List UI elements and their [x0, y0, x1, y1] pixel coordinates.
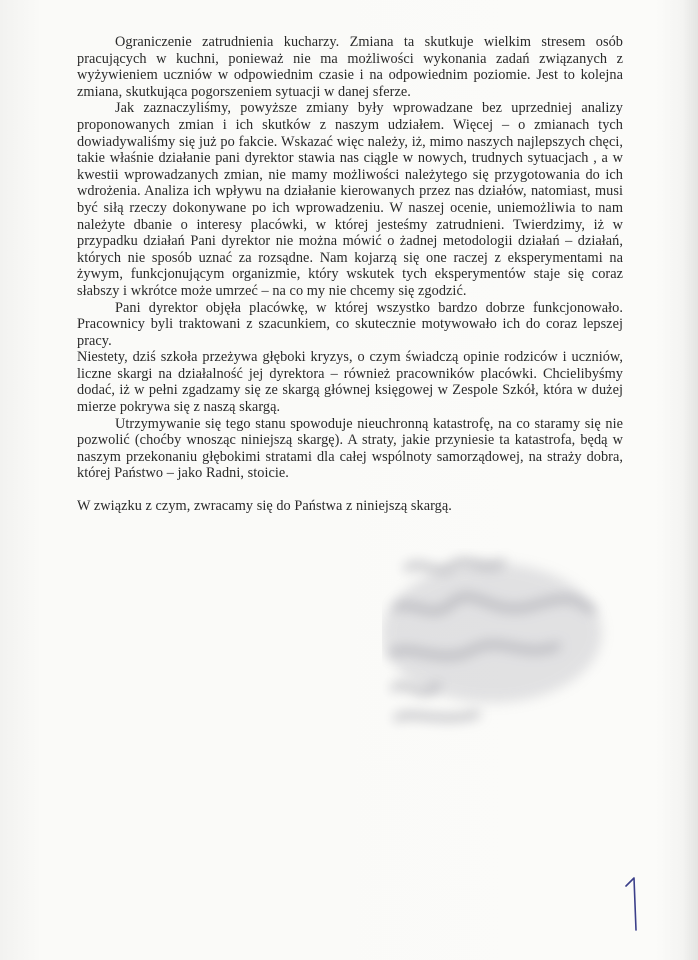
paragraph-changes-analysis: Jak zaznaczyliśmy, powyższe zmiany były wprowadzane bez uprzedniej analizy proponowanych zmian i ich skutków z naszym udziałem. Więcej – o zmianach tych dowiadywaliśmy się już po fakcie. Wskazać więc należy, iż, mimo naszych najlepszych chęci, takie właśnie działanie pani dyrektor stawia nas ciągle w nowych, trudnych sytuacjach , a w kwestii wprowadzanych zmian, nie mamy możliwości należytego się przygotowania do ich wdrożenia. Analiza ich wpływu na działanie kierowanych przez nas działów, natomiast, musi być siłą rzeczy dokonywane po ich wprowadzeniu. W naszej ocenie, uniemożliwia to nam należyte dbanie o interesy placówki, w której jesteśmy zatrudnieni. Twierdzimy, iż w przypadku działań Pani dyrektor nie można mówić o żadnej metodologii działań – działań, których nie sposób uznać za rozsądne. Nam kojarzą się one raczej z eksperymentami na żywym, funkcjonującym organizmie, który wskutek tych eksperymentów staje się coraz słabszy i wkrótce może umrzeć – na co my nie chcemy się zgodzić.	[77, 100, 623, 299]
closing-sentence: W związku z czym, zwracamy się do Państwa z niniejszą skargą.	[77, 498, 452, 515]
page-edge-shadow	[682, 0, 698, 960]
handwritten-page-number	[620, 876, 644, 932]
blurred-signatures	[382, 548, 622, 738]
paragraph-director-took-over: Pani dyrektor objęła placówkę, w której wszystko bardzo dobrze funkcjonowało. Pracownicy byli traktowani z szacunkiem, co skutecznie motywowało ich do coraz lepszej pracy.	[77, 299, 623, 349]
paragraph-catastrophe: Utrzymywanie się tego stanu spowoduje nieuchronną katastrofę, na co staramy się nie pozwolić (choćby wnosząc niniejszą skargę). A straty, jakie przyniesie ta katastrofa, będą w naszym przekonaniu głębokimi stratami dla całej wspólnoty samorządowej, na straży dobra, której Państwo – jako Radni, stoicie.	[77, 415, 623, 482]
document-body	[77, 34, 623, 515]
paragraph-school-crisis: Niestety, dziś szkoła przeżywa głęboki kryzys, o czym świadczą opinie rodziców i uczniów, liczne skargi na działalność jej dyrektora – również pracowników placówki. Chcielibyśmy dodać, iż w pełni zgadzamy się ze skargą głównej księgowej w Zespole Szkół, która w dużej mierze pokrywa się z naszą skargą.	[77, 349, 623, 416]
paragraph-kitchen-staff: Ograniczenie zatrudnienia kucharzy. Zmiana ta skutkuje wielkim stresem osób pracujących w kuchni, ponieważ nie ma możliwości wykonania zadań związanych z wyżywieniem uczniów w odpowiednim czasie i na odpowiednim poziomie. Jest to kolejna zmiana, skutkująca pogorszeniem sytuacji w danej sferze.	[77, 34, 623, 100]
